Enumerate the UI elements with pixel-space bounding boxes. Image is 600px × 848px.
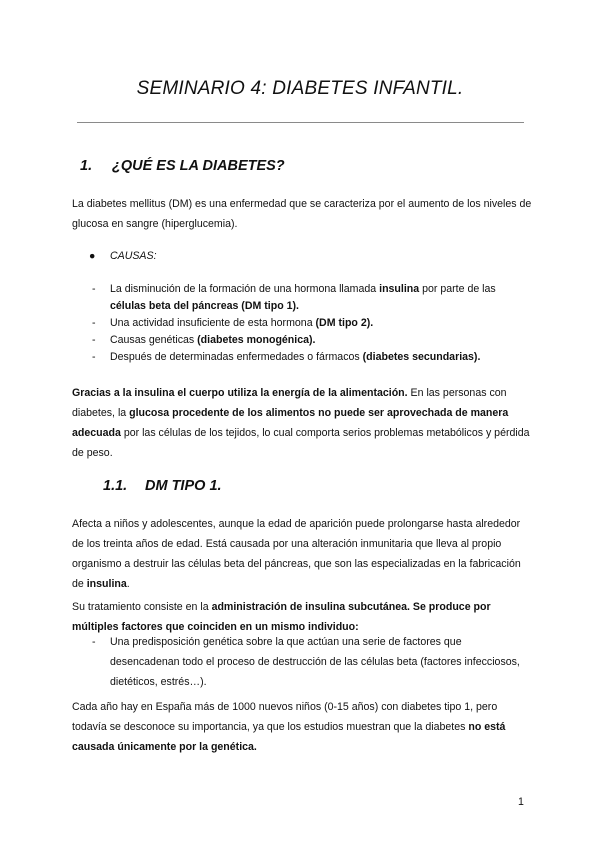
- dash-icon: -: [92, 283, 96, 295]
- document-title: SEMINARIO 4: DIABETES INFANTIL.: [136, 78, 464, 99]
- cause-item: - La disminución de la formación de una hormona llamada insulina por parte de las células beta del páncreas (DM tipo 1).: [92, 283, 496, 312]
- section-1-1-title: DM TIPO 1.: [145, 478, 222, 494]
- section-1-title: ¿QUÉ ES LA DIABETES?: [112, 158, 285, 174]
- cause-item: - Después de determinadas enfermedades o fármacos (diabetes secundarias).: [92, 349, 532, 366]
- bullet-dot-icon: ●: [89, 250, 96, 262]
- title-divider: [77, 122, 524, 123]
- dash-icon: -: [92, 636, 96, 648]
- causes-label: CAUSAS:: [110, 250, 157, 262]
- dash-icon: -: [92, 334, 96, 346]
- factor-item: - Una predisposición genética sobre la que actúan una serie de factores que desencadenan todo el proceso de destrucción de las células beta (factores infecciosos, dietéticos, estrés…).: [92, 632, 532, 692]
- section-1-number: 1.: [80, 158, 93, 174]
- treatment-paragraph: Su tratamiento consiste en la administración de insulina subcutánea. Se produce por múltiples factores que coinciden en un mismo individuo:: [72, 601, 491, 633]
- dash-icon: -: [92, 317, 96, 329]
- causes-bullet: [89, 250, 157, 262]
- cause-item: - Causas genéticas (diabetes monogénica).: [92, 332, 532, 349]
- dm1-description-paragraph: Afecta a niños y adolescentes, aunque la edad de aparición puede prolongarse hasta alrededor de los treinta años de edad. Está causada por una alteración inmunitaria que lleva al propio organismo a destruir las células beta del páncreas, que son las especializadas en la fabricación de insulina.: [72, 518, 521, 590]
- dash-icon: -: [92, 351, 96, 363]
- cause-item: - Una actividad insuficiente de esta hormona (DM tipo 2).: [92, 315, 532, 332]
- section-1-1-number: 1.1.: [103, 478, 128, 494]
- insulin-paragraph: Gracias a la insulina el cuerpo utiliza la energía de la alimentación. En las personas con diabetes, la glucosa procedente de los alimentos no puede ser aprovechada de manera adecuada por las células de los tejidos, lo cual comporta serios problemas metabólicos y pérdida de peso.: [72, 387, 530, 459]
- section-1-intro: La diabetes mellitus (DM) es una enfermedad que se caracteriza por el aumento de los niveles de glucosa en sangre (hiperglucemia).: [72, 198, 532, 230]
- spain-statistics-paragraph: Cada año hay en España más de 1000 nuevos niños (0-15 años) con diabetes tipo 1, pero todavía se desconoce su importancia, ya que los estudios muestran que la diabetes no está causada únicamente por la genética.: [72, 701, 506, 753]
- section-1-heading: [80, 158, 285, 174]
- section-1-1-heading: [103, 478, 222, 494]
- page-number: 1: [518, 796, 524, 808]
